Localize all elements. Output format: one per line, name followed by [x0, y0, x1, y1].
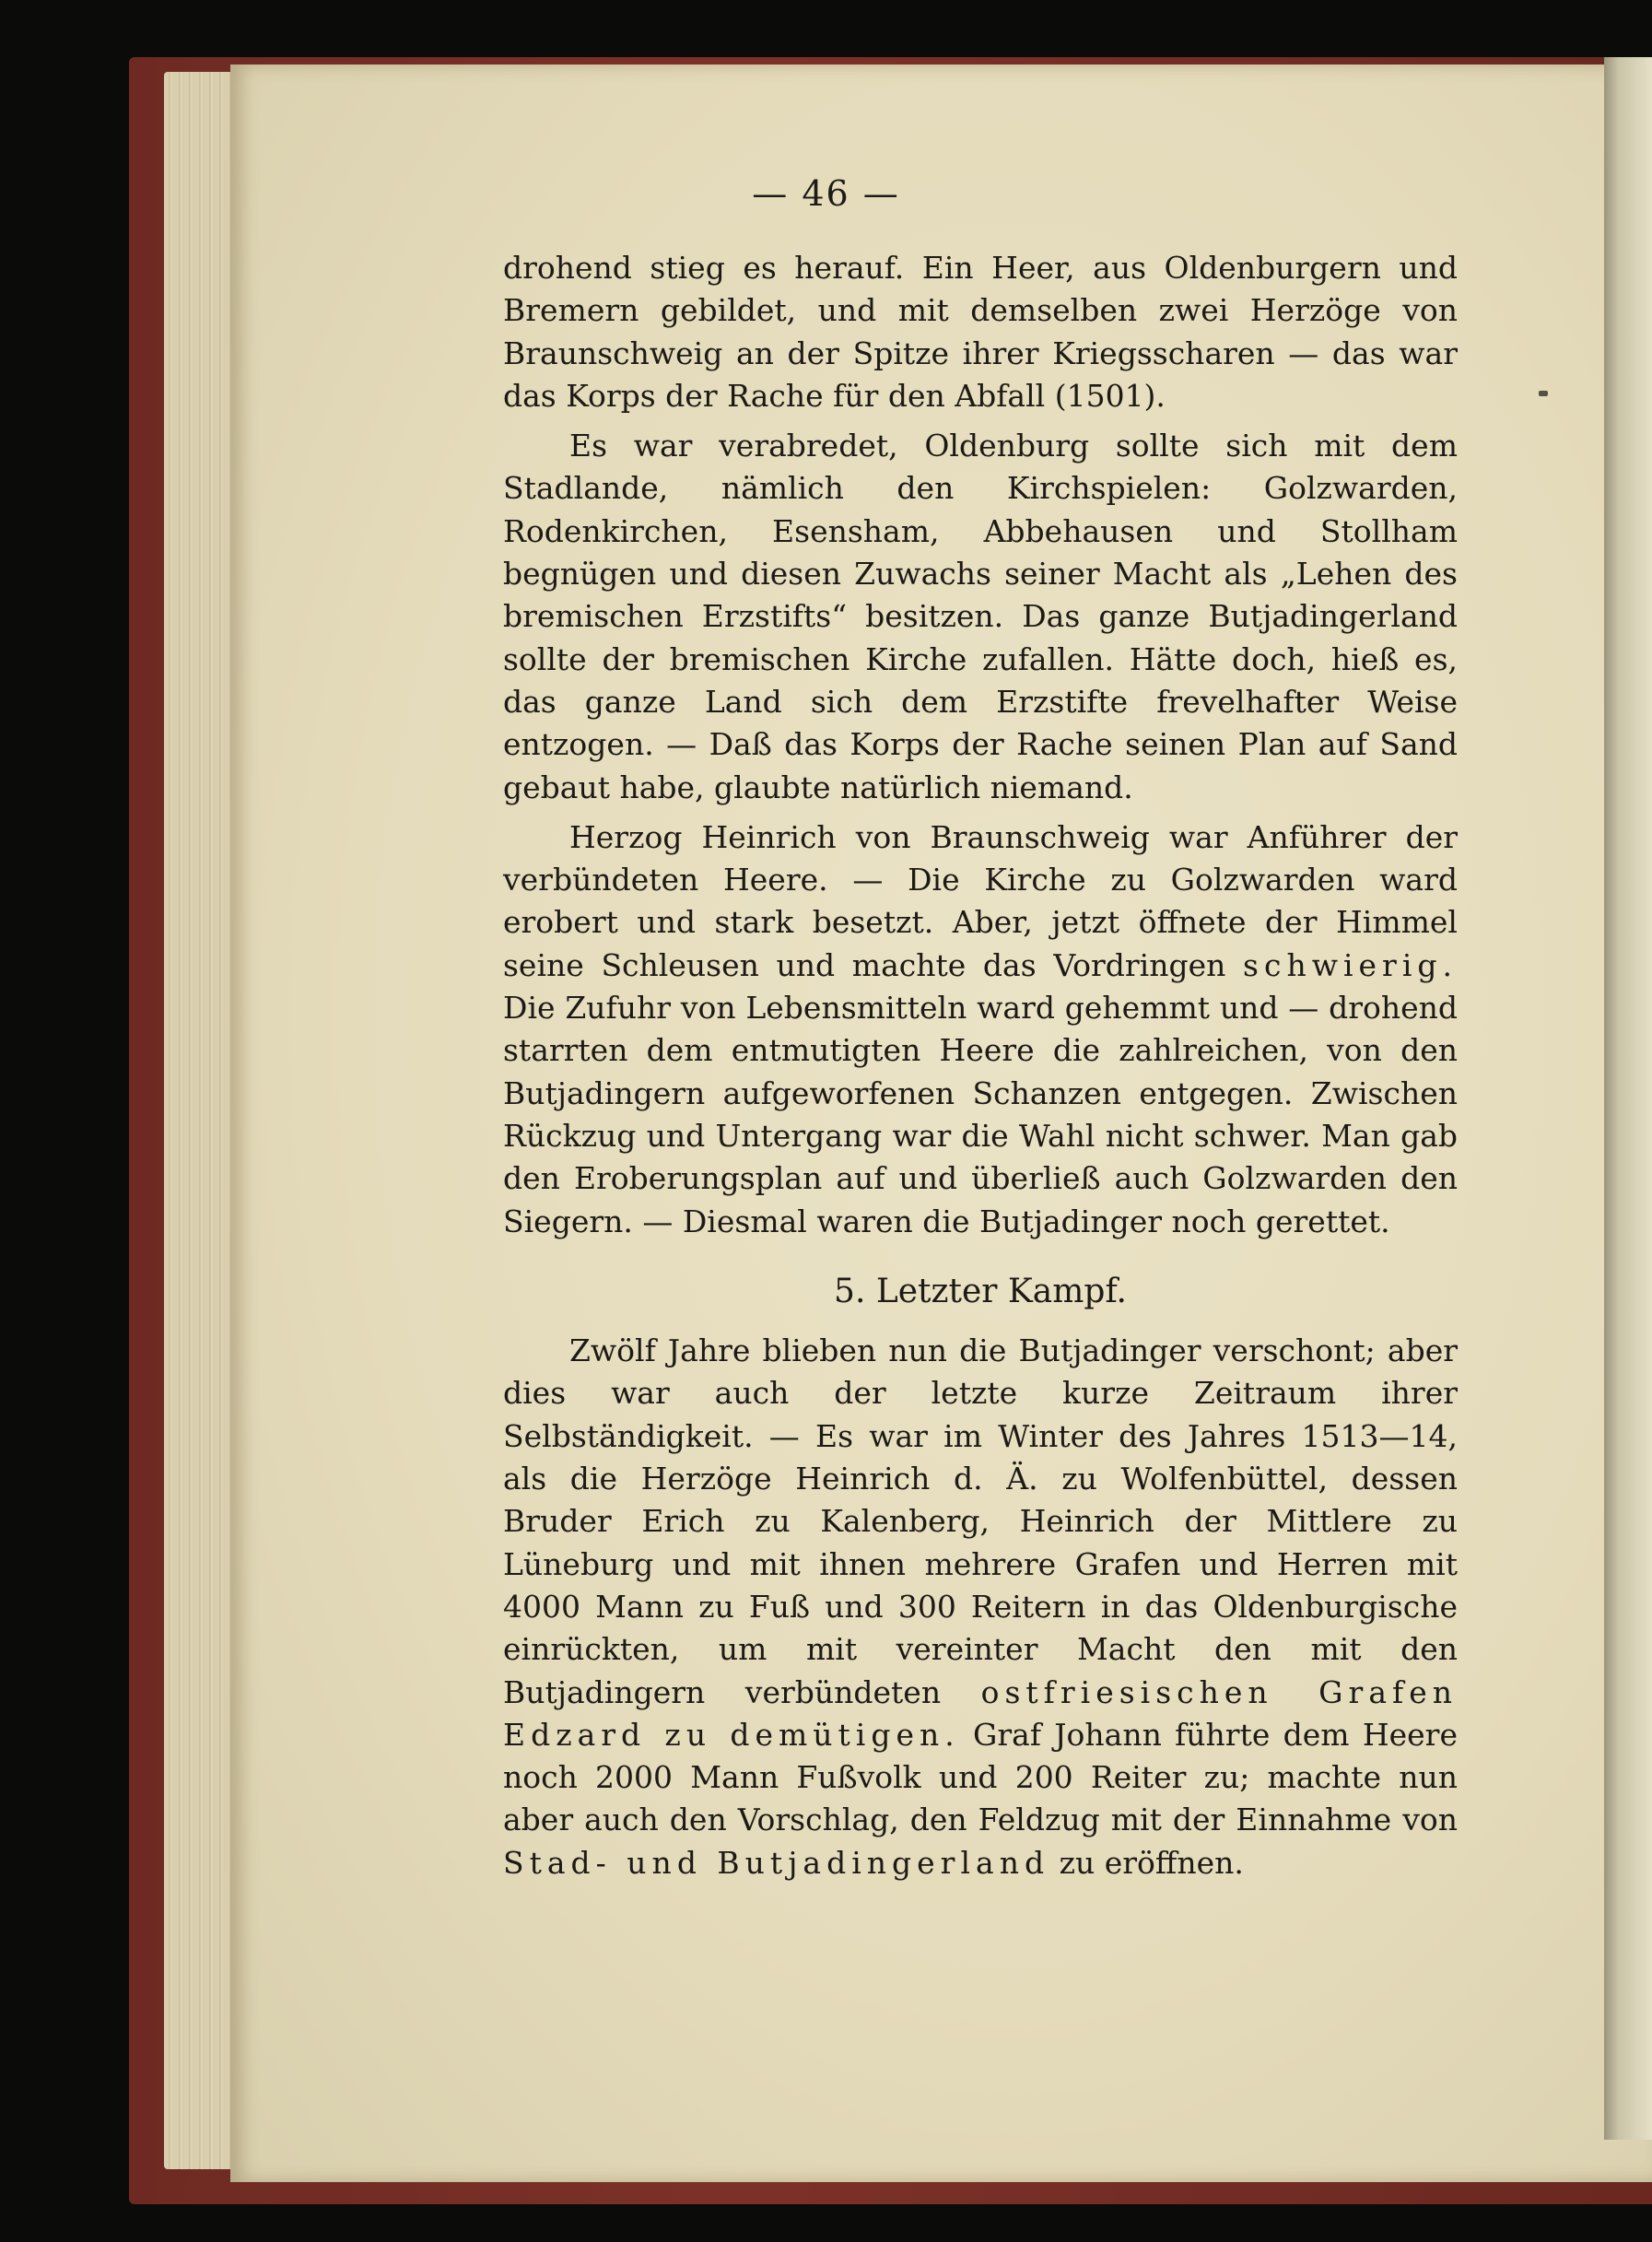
paragraph-4-part-1: Zwölf Jahre blieben nun die Butjadinger verschont; aber dies war auch der letzte kurze Zeitraum ihrer Selbständigkeit. — Es war im Winter des Jahres 1513—14, als die Herzöge Heinrich d. Ä. zu Wolfenbüttel, dessen Bruder Erich zu Kalenberg, Heinrich der Mittlere zu Lüneburg und mit ihnen mehrere Grafen und Herren mit 4000 Mann zu Fuß und 300 Reitern in das Oldenburgische einrückten, um mit vereinter Macht den mit den Butjadingern verbündeten: [503, 1332, 1458, 1710]
paragraph-1: drohend stieg es herauf. Ein Heer, aus Oldenburgern und Bremern gebildet, und mit demselben zwei Herzöge von Braunschweig an der Spitze ihrer Kriegsscharen — das war das Korps der Rache für den Abfall (1501).: [503, 250, 1458, 414]
paragraph-3: [503, 816, 1458, 1243]
page-number: — 46 —: [752, 173, 900, 214]
page-edges: [164, 72, 238, 2169]
page-text: [503, 247, 1458, 1884]
spaced-phrase-2: Stad- und Butjadingerland: [503, 1844, 1050, 1881]
ink-speck: [1539, 391, 1548, 396]
spaced-phrase-1: ostfriesischen Grafen Edzard zu demütigen.: [503, 1673, 1458, 1753]
paragraph-3-part-2: Die Zufuhr von Lebensmitteln ward gehemmt und — drohend starrten dem entmutigten Heere die zahlreichen, von den Butjadingern aufgeworfenen Schanzen entgegen. Zwischen Rückzug und Untergang war die Wahl nicht schwer. Man gab den Eroberungsplan auf und überließ auch Golzwarden den Siegern. — Diesmal waren die Butjadinger noch gerettet.: [503, 990, 1458, 1239]
paragraph-4: [503, 1330, 1458, 1884]
spaced-word: schwierig.: [1243, 946, 1458, 983]
next-page-strip: [1604, 57, 1652, 2140]
paragraph-4-part-2: Graf Johann führte dem Heere noch 2000 Mann Fußvolk und 200 Reiter zu; machte nun aber auch den Vorschlag, den Feldzug mit der Einnahme von: [503, 1716, 1458, 1838]
paragraph-2: Es war verabredet, Oldenburg sollte sich mit dem Stadlande, nämlich den Kirchspielen: Golzwarden, Rodenkirchen, Esensham, Abbehausen und Stollham begnügen und diesen Zuwachs seiner Macht als „Lehen des bremischen Erzstifts“ besitzen. Das ganze Butjadingerland sollte der bremischen Kirche zufallen. Hätte doch, hieß es, das ganze Land sich dem Erzstifte frevelhafter Weise entzogen. — Daß das Korps der Rache seinen Plan auf Sand gebaut habe, glaubte natürlich niemand.: [503, 428, 1458, 805]
paragraph-3-part-1: Herzog Heinrich von Braunschweig war Anführer der verbündeten Heere. — Die Kirche zu Golzwarden ward erobert und stark besetzt. Aber, jetzt öffnete der Himmel seine Schleusen und machte das Vordringen: [503, 818, 1458, 983]
section-heading: 5. Letzter Kampf.: [834, 1272, 1127, 1310]
paragraph-4-part-3: zu eröffnen.: [1049, 1844, 1244, 1881]
